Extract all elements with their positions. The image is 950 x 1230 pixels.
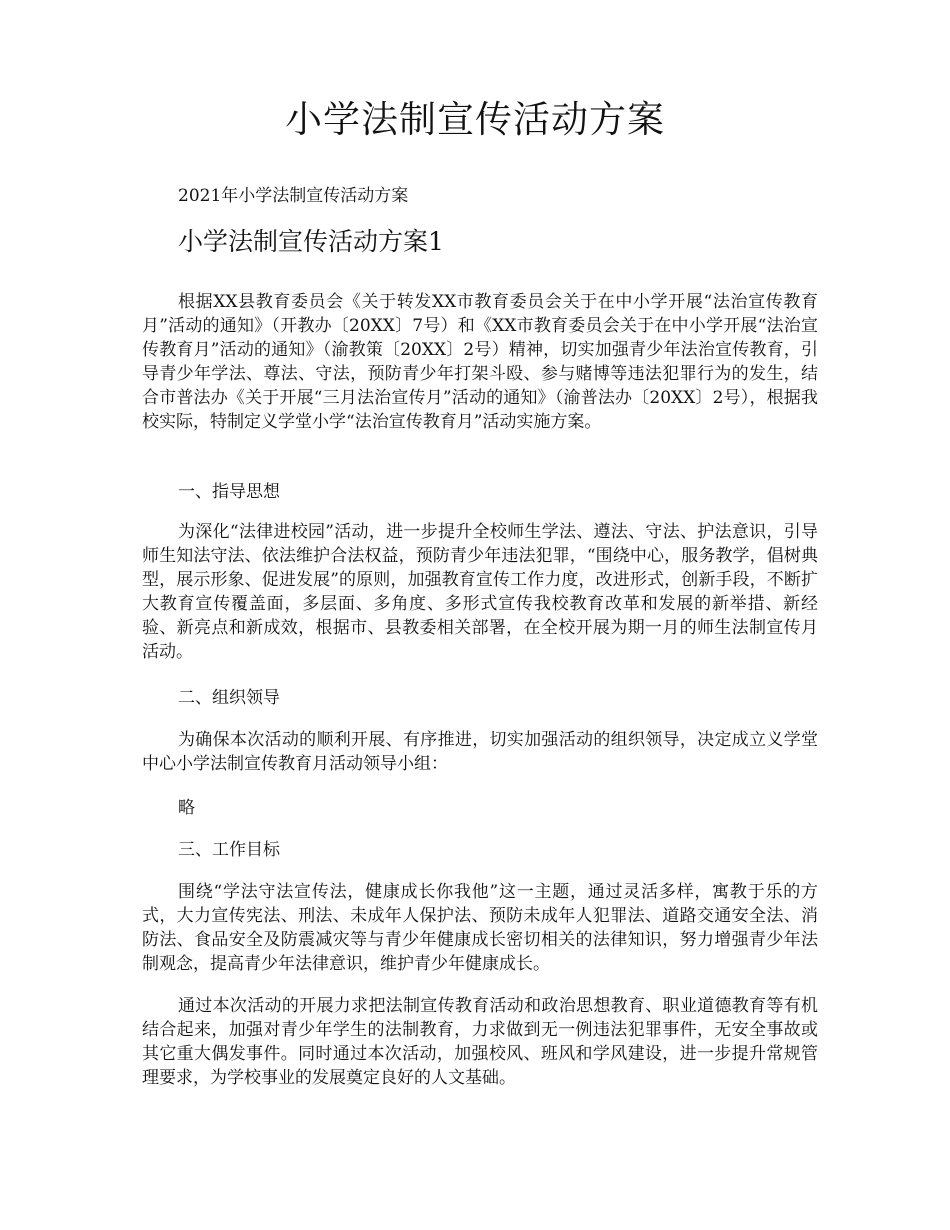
paragraph-guiding-ideology: 为深化“法律进校园”活动，进一步提升全校师生学法、遵法、守法、护法意识，引导师生知法守法、依法维护合法权益，预防青少年违法犯罪，“围绕中心，服务教学，倡树典型，展示形象、促进发展”的原则，加强教育宣传工作力度，改进形式，创新手段，不断扩大教育宣传覆盖面，多层面、多角度、多形式宣传我校教育改革和发展的新举措、新经验、新亮点和新成效，根据市、县教委相关部署，在全校开展为期一月的师生法制宣传月活动。 <box>142 522 818 662</box>
omitted-note: 略 <box>178 798 195 818</box>
heading-organization: 二、组织领导 <box>178 688 280 708</box>
paragraph-work-goals: 围绕“学法守法宣传法，健康成长你我他”这一主题，通过灵活多样，寓教于乐的方式，大力宣传宪法、刑法、未成年人保护法、预防未成年人犯罪法、道路交通安全法、消防法、食品安全及防震减灾等与青少年健康成长密切相关的法律知识，努力增强青少年法制观念，提高青少年法律意识，维护青少年健康成长。 <box>142 882 818 974</box>
document-subtitle: 2021年小学法制宣传活动方案 <box>178 186 409 206</box>
paragraph-organization: 为确保本次活动的顺利开展、有序推进，切实加强活动的组织领导，决定成立义学堂中心小学法制宣传教育月活动领导小组： <box>142 730 818 774</box>
section-title: 小学法制宣传活动方案1 <box>178 227 444 256</box>
heading-guiding-ideology: 一、指导思想 <box>178 482 280 502</box>
document-title: 小学法制宣传活动方案 <box>285 98 665 141</box>
intro-paragraph: 根据XX县教育委员会《关于转发XX市教育委员会关于在中小学开展“法治宣传教育月”活动的通知》（开教办〔20XX〕7号）和《XX市教育委员会关于在中小学开展“法治宣传教育月”活动的通知》（渝教策〔20XX〕2号）精神，切实加强青少年法治宣传教育，引导青少年学法、尊法、守法，预防青少年打架斗殴、参与赌博等违法犯罪行为的发生，结合市普法办《关于开展“三月法治宣传月”活动的通知》（渝普法办〔20XX〕2号），根据我校实际，特制定义学堂小学“法治宣传教育月”活动实施方案。 <box>142 292 818 432</box>
paragraph-activity-effects: 通过本次活动的开展力求把法制宣传教育活动和政治思想教育、职业道德教育等有机结合起来，加强对青少年学生的法制教育，力求做到无一例违法犯罪事件，无安全事故或其它重大偶发事件。同时通过本次活动，加强校风、班风和学风建设，进一步提升常规管理要求，为学校事业的发展奠定良好的人文基础。 <box>142 996 818 1088</box>
heading-work-goals: 三、工作目标 <box>178 840 280 860</box>
